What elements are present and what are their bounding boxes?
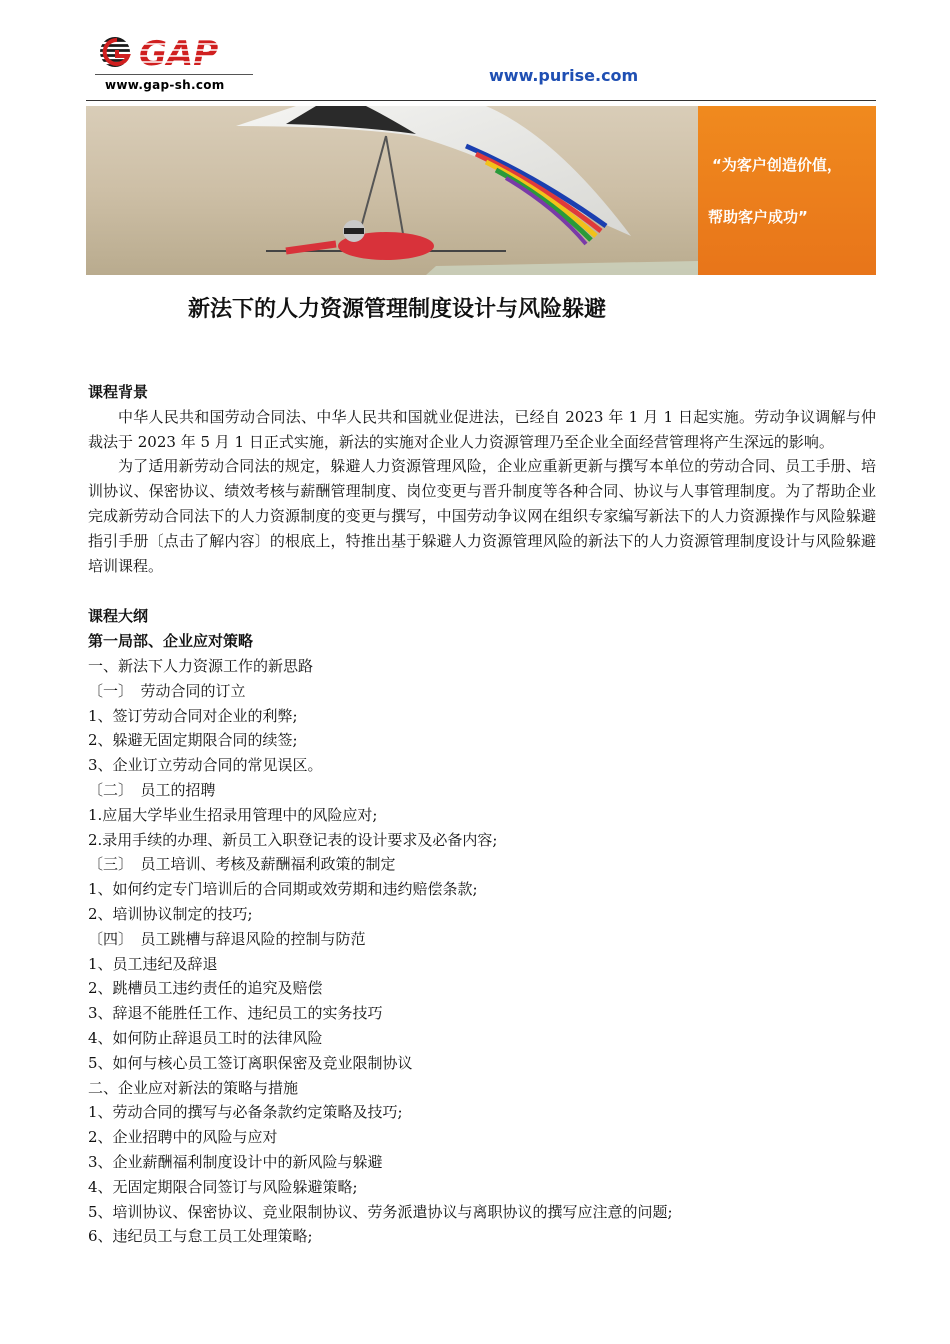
gap-logo[interactable] [95,30,255,98]
outline-line: 2.录用手续的办理、新员工入职登记表的设计要求及必备内容; [88,830,498,849]
outline-line: 1、劳动合同的撰写与必备条款约定策略及技巧; [88,1103,403,1122]
outline-line: 二、企业应对新法的策略与措施 [88,1078,299,1097]
banner-slogan-panel [698,106,876,275]
header-divider [86,100,876,101]
outline-line: 4、如何防止辞退员工时的法律风险 [88,1028,323,1047]
gap-logo-icon [95,32,255,72]
outline-line: 3、企业薪酬福利制度设计中的新风险与躲避 [88,1152,383,1171]
spacer [88,578,878,604]
outline-line: 3、辞退不能胜任工作、违纪员工的实务技巧 [88,1004,383,1023]
outline-line: 3、企业订立劳动合同的常见误区。 [88,756,323,775]
outline-line: 1、如何约定专门培训后的合同期或效劳期和违约赔偿条款; [88,880,478,899]
document-body [88,380,878,1249]
outline-line: 〔三〕 员工培训、考核及薪酬福利政策的制定 [88,855,396,874]
page-title: 新法下的人力资源管理制度设计与风险躲避 [188,297,607,322]
outline-line: 〔一〕 劳动合同的订立 [88,681,246,700]
outline-line: 2、培训协议制定的技巧; [88,904,253,923]
outline-line: 5、如何与核心员工签订离职保密及竞业限制协议 [88,1053,413,1072]
section-heading-background: 课程背景 [88,383,149,401]
outline-line: 一、新法下人力资源工作的新思路 [88,656,314,675]
svg-text:GAP: GAP [139,34,219,72]
background-paragraph-2: 为了适用新劳动合同法的规定，躲避人力资源管理风险，企业应重新更新与撰写本单位的劳动合同、员工手册、培训协议、保密协议、绩效考核与薪酬管理制度、岗位变更与晋升制度等各种合同、协议与人事管理制度。为了帮助企业完成新劳动合同法下的人力资源制度的变更与撰写，中国劳动争议网在组织专家编写新法下的人力资源操作与风险躲避指引手册〔点击了解内容〕的根底上，特推出基于躲避人力资源管理风险的新法下的人力资源管理制度设计与风险躲避培训课程。 [88,457,876,575]
outline-line: 5、培训协议、保密协议、竞业限制协议、劳务派遣协议与离职协议的撰写应注意的问题; [88,1202,673,1221]
site-url-link[interactable]: www.purise.com [489,66,639,85]
slogan-line-2: 帮助客户成功” [708,208,808,226]
outline-line: 4、无固定期限合同签订与风险躲避策略; [88,1177,358,1196]
outline-line: 2、跳槽员工违约责任的追究及赔偿 [88,979,323,998]
outline-line: 2、躲避无固定期限合同的续签; [88,731,298,750]
outline-line: 1、员工违纪及辞退 [88,954,218,973]
outline-line: 〔二〕 员工的招聘 [88,780,216,799]
slogan-line-1: “为客户创造价值， [712,156,842,174]
outline-line: 1、签订劳动合同对企业的利弊; [88,706,298,725]
outline-line: 2、企业招聘中的风险与应对 [88,1128,278,1147]
logo-divider [95,74,253,75]
outline-line: 6、违纪员工与怠工员工处理策略; [88,1227,313,1246]
hang-glider-photo [86,106,698,275]
hang-glider-banner [86,106,876,275]
section-heading-outline: 课程大纲 [88,607,149,626]
outline-line: 1.应届大学毕业生招录用管理中的风险应对; [88,805,378,824]
outline-line: 〔四〕 员工跳槽与辞退风险的控制与防范 [88,929,366,948]
logo-url[interactable]: www.gap-sh.com [105,78,225,92]
background-paragraph-1: 中华人民共和国劳动合同法、中华人民共和国就业促进法，已经自 2023 年 1 月 1 日起实施。劳动争议调解与仲裁法于 2023 年 5 月 1 日正式实施，新法的实施对企业人力资源管理乃至企业全面经营管理将产生深远的影响。 [88,407,876,451]
part-1-heading: 第一局部、企业应对策略 [88,632,254,651]
